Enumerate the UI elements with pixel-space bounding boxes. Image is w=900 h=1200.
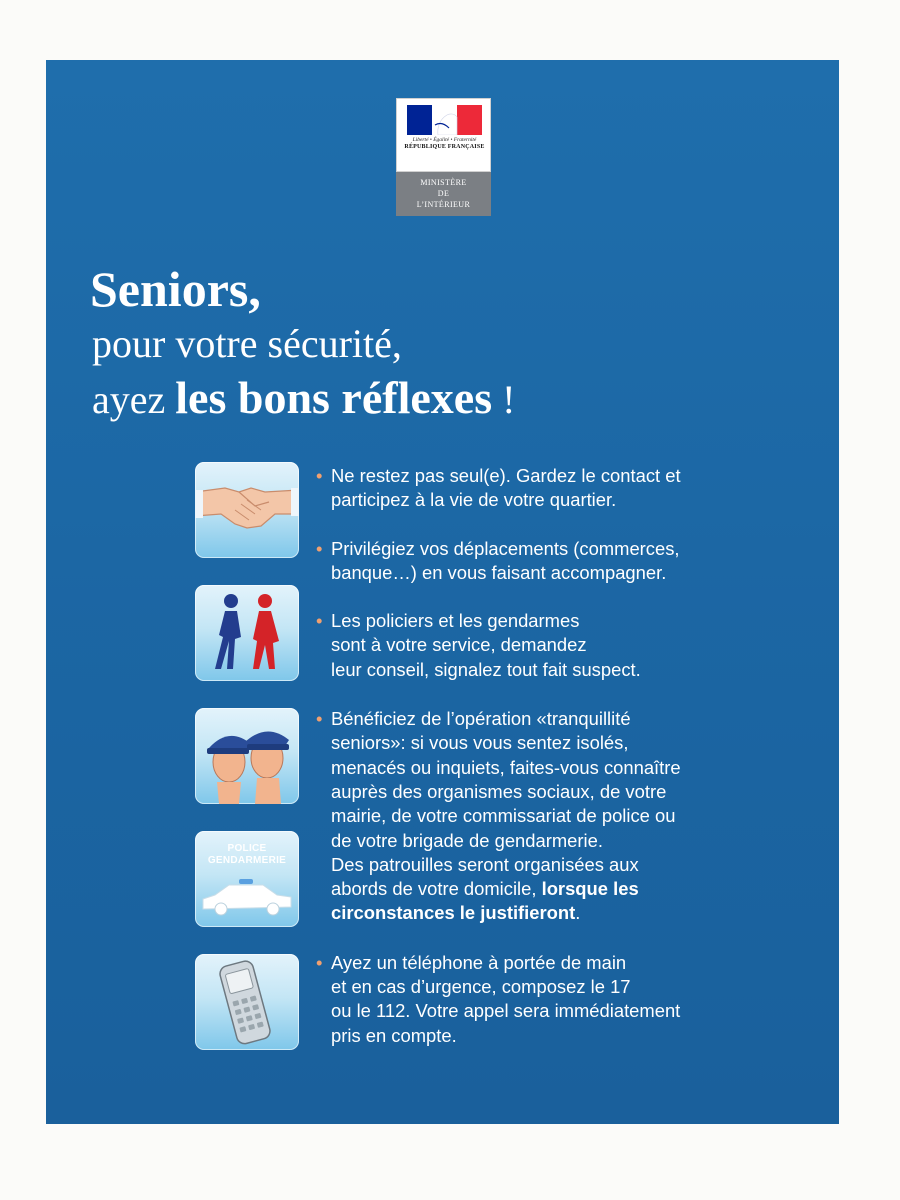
list-item-line: auprès des organismes sociaux, de votre xyxy=(331,780,667,802)
police-car-icon xyxy=(195,831,299,927)
tricolor-flag-icon xyxy=(407,105,482,135)
list-item-line: seniors»: si vous vous sentez isolés, xyxy=(331,732,629,754)
list-item xyxy=(316,609,816,682)
list-item xyxy=(316,951,816,1048)
title-line-3-prefix: ayez xyxy=(92,377,176,422)
marianne-logo xyxy=(396,98,491,172)
list-item-line: Ayez un téléphone à portée de main xyxy=(331,951,627,973)
ministry-line: L’INTÉRIEUR xyxy=(416,200,471,209)
list-item xyxy=(316,537,816,586)
poster-panel xyxy=(46,60,839,1124)
list-item xyxy=(316,464,816,513)
list-item xyxy=(316,707,816,926)
bullet-dot: • xyxy=(316,708,323,730)
ministry-line: DE xyxy=(437,189,450,198)
list-item-line: Les policiers et les gendarmes xyxy=(331,610,580,632)
ministry-name xyxy=(396,172,491,216)
bullet-dot: • xyxy=(316,951,323,973)
list-item-line: menacés ou inquiets, faites-vous connaître xyxy=(331,756,681,778)
republic-motto: Liberté • Égalité • Fraternité xyxy=(412,137,477,143)
police-label: POLICE xyxy=(227,843,267,854)
list-item-line: Privilégiez vos déplacements (commerces, xyxy=(331,537,680,559)
ministry-line: MINISTÈRE xyxy=(420,178,467,187)
title-line-3-suffix: ! xyxy=(492,377,516,422)
gendarmerie-label: GENDARMERIE xyxy=(207,855,287,866)
list-item-text: abords de votre domicile, xyxy=(331,878,542,900)
title-line-2: pour votre sécurité, xyxy=(92,321,402,366)
list-item-line: mairie, de votre commissariat de police ou xyxy=(331,805,676,827)
handshake-icon xyxy=(195,462,299,558)
bullet-dot: • xyxy=(316,610,323,632)
republic-name: RÉPUBLIQUE FRANÇAISE xyxy=(404,144,485,150)
list-item-line: Ne restez pas seul(e). Gardez le contact et xyxy=(331,465,681,486)
police-officers-icon xyxy=(195,708,299,804)
list-item-line: de votre brigade de gendarmerie. xyxy=(331,829,603,851)
list-item-line: ou le 112. Votre appel sera immédiatement xyxy=(331,1000,681,1022)
list-item-bold-text: lorsque les xyxy=(541,878,639,900)
list-item-line: Des patrouilles seront organisées aux xyxy=(331,853,639,875)
list-item-bold-text: circonstances le justifieront xyxy=(331,902,576,924)
title-line-1: Seniors, xyxy=(90,261,261,317)
list-item-line: leur conseil, signalez tout fait suspect. xyxy=(331,658,641,680)
bullet-dot: • xyxy=(316,537,323,559)
list-item-line: et en cas d’urgence, composez le 17 xyxy=(331,976,631,998)
advice-list xyxy=(316,464,816,1048)
list-item-line xyxy=(331,901,816,925)
list-item-line: participez à la vie de votre quartier. xyxy=(331,489,617,511)
list-item-line: pris en compte. xyxy=(331,1024,457,1046)
mobile-phone-icon xyxy=(195,954,299,1050)
list-item-line: sont à votre service, demandez xyxy=(331,634,587,656)
list-item-text: . xyxy=(575,902,581,924)
list-item-line xyxy=(331,877,816,901)
list-item-line: Bénéficiez de l’opération «tranquillité xyxy=(331,708,631,730)
title-line-3-bold: les bons réflexes xyxy=(175,372,493,423)
walking-people-icon xyxy=(195,585,299,681)
ministry-logo xyxy=(396,98,491,216)
bullet-dot: • xyxy=(316,465,323,486)
poster-title xyxy=(90,260,515,428)
title-line-3 xyxy=(92,370,515,428)
list-item-line: banque…) en vous faisant accompagner. xyxy=(331,561,667,583)
